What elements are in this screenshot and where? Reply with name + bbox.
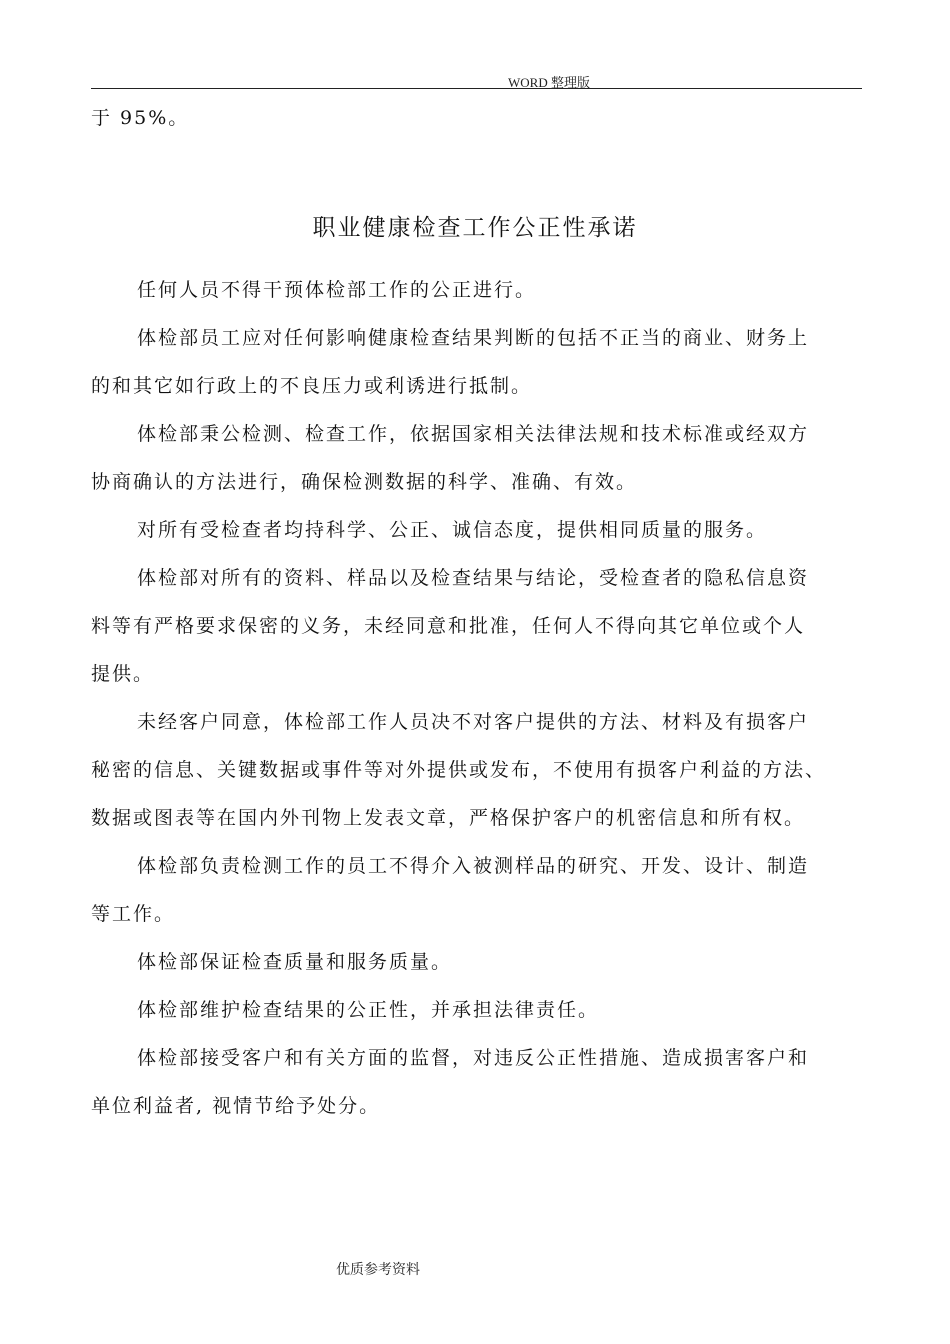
paragraph-line: 体检部秉公检测、检查工作，依据国家相关法律法规和技术标准或经双方 [137,423,810,445]
carryover-text: 于 95%。 [91,107,190,129]
paragraph-line: 对所有受检查者均持科学、公正、诚信态度，提供相同质量的服务。 [137,519,768,541]
paragraph-line: 体检部维护检查结果的公正性，并承担法律责任。 [137,999,600,1021]
paragraph-line: 数据或图表等在国内外刊物上发表文章，严格保护客户的机密信息和所有权。 [91,807,806,829]
paragraph-line: 提供。 [91,663,155,685]
header-label: WORD 整理版 [508,75,590,90]
paragraph-line: 等工作。 [91,903,176,925]
paragraph-line: 单位利益者, 视情节给予处分。 [91,1095,381,1117]
paragraph-line: 体检部员工应对任何影响健康检查结果判断的包括不正当的商业、财务上 [137,327,810,349]
paragraph-line: 料等有严格要求保密的义务，未经同意和批准，任何人不得向其它单位或个人 [91,615,806,637]
paragraph-line: 秘密的信息、关键数据或事件等对外提供或发布，不使用有损客户利益的方法、 [91,759,827,781]
paragraph-line: 体检部保证检查质量和服务质量。 [137,951,453,973]
paragraph-line: 未经客户同意，体检部工作人员决不对客户提供的方法、材料及有损客户 [137,711,810,733]
paragraph-line: 协商确认的方法进行，确保检测数据的科学、准确、有效。 [91,471,638,493]
page-title: 职业健康检查工作公正性承诺 [312,215,638,241]
header-divider [91,88,862,89]
paragraph-line: 体检部对所有的资料、样品以及检查结果与结论，受检查者的隐私信息资 [137,567,810,589]
paragraph-line: 体检部接受客户和有关方面的监督，对违反公正性措施、造成损害客户和 [137,1047,810,1069]
footer-label: 优质参考资料 [336,1262,420,1278]
paragraph-line: 任何人员不得干预体检部工作的公正进行。 [137,279,537,301]
paragraph-line: 的和其它如行政上的不良压力或利诱进行抵制。 [91,375,533,397]
paragraph-line: 体检部负责检测工作的员工不得介入被测样品的研究、开发、设计、制造 [137,855,810,877]
